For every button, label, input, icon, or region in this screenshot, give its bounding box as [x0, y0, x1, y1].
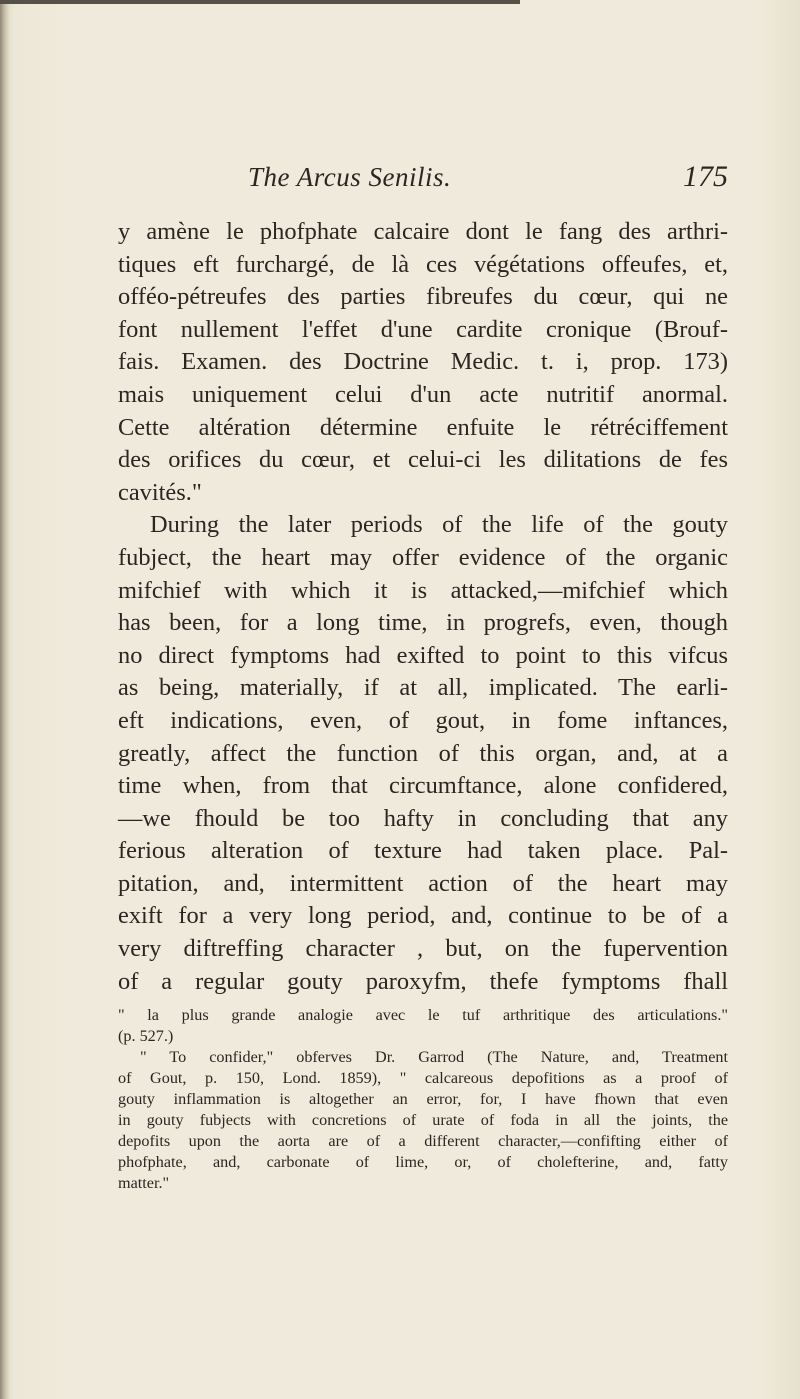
body-line: time when, from that circumftance, alone confidered,: [118, 772, 728, 800]
body-line: —we fhould be too hafty in concluding that any: [118, 804, 728, 832]
body-text: [118, 216, 728, 998]
running-title: The Arcus Senilis.: [248, 162, 452, 192]
body-line: pitation, and, intermittent action of the heart may: [118, 869, 728, 897]
body-line: no direct fymptoms had exifted to point to this vifcus: [118, 641, 728, 669]
body-line: exift for a very long period, and, continue to be of a: [118, 902, 728, 930]
footnote-line: phofphate, and, carbonate of lime, or, of cholefterine, and, fatty: [118, 1153, 728, 1171]
footnote-line: depofits upon the aorta are of a different character,—confifting either of: [118, 1132, 728, 1150]
footnote-line: of Gout, p. 150, Lond. 1859), " calcareous depofitions as a proof of: [118, 1069, 728, 1087]
body-line: mais uniquement celui d'un acte nutritif anormal.: [118, 380, 728, 408]
footnote-line: (p. 527.): [118, 1027, 174, 1045]
body-line: des orifices du cœur, et celui-ci les dilitations de fes: [118, 446, 728, 474]
page-left-edge: [0, 0, 9, 1399]
body-line: font nullement l'effet d'une cardite cronique (Brouf-: [118, 315, 728, 343]
body-line: eft indications, even, of gout, in fome inftances,: [118, 706, 728, 734]
page-top-edge: [0, 0, 520, 4]
body-line: Cette altération détermine enfuite le rétréciffement: [118, 413, 728, 441]
body-line: y amène le phofphate calcaire dont le fang des arthri-: [118, 218, 728, 245]
footnote-start-line: " To confider," obferves Dr. Garrod (The Nature, and, Treatment: [140, 1048, 728, 1066]
body-line: has been, for a long time, in progrefs, even, though: [118, 609, 728, 637]
body-line: mifchief with which it is attacked,—mifchief which: [118, 576, 728, 604]
body-line: greatly, affect the function of this organ, and, at a: [118, 739, 728, 767]
body-line: of a regular gouty paroxyfm, thefe fymptoms fhall: [118, 967, 728, 995]
paragraph-start-line: During the later periods of the life of the gouty: [150, 511, 728, 539]
footnote-line: in gouty fubjects with concretions of urate of foda in all the joints, the: [118, 1111, 728, 1129]
body-line: as being, materially, if at all, implicated. The earli-: [118, 674, 728, 702]
body-line: ferious alteration of texture had taken place. Pal-: [118, 837, 728, 865]
body-line: fais. Examen. des Doctrine Medic. t. i, prop. 173): [118, 348, 728, 376]
footnote-line: " la plus grande analogie avec le tuf arthritique des articulations.": [118, 1006, 728, 1024]
footnote-line: gouty inflammation is altogether an error, for, I have fhown that even: [118, 1090, 728, 1108]
footnotes: [118, 1005, 728, 1194]
page-header: [118, 160, 728, 200]
body-line: tiques eft furchargé, de là ces végétations offeufes, et,: [118, 250, 728, 278]
body-line: very diftreffing character , but, on the fupervention: [118, 935, 728, 963]
body-line: offéo-pétreufes des parties fibreufes du cœur, qui ne: [118, 283, 728, 311]
body-line: cavités.": [118, 478, 202, 506]
footnote-line: matter.": [118, 1174, 170, 1192]
body-line: fubject, the heart may offer evidence of the organic: [118, 543, 728, 571]
page-number: 175: [683, 160, 728, 193]
